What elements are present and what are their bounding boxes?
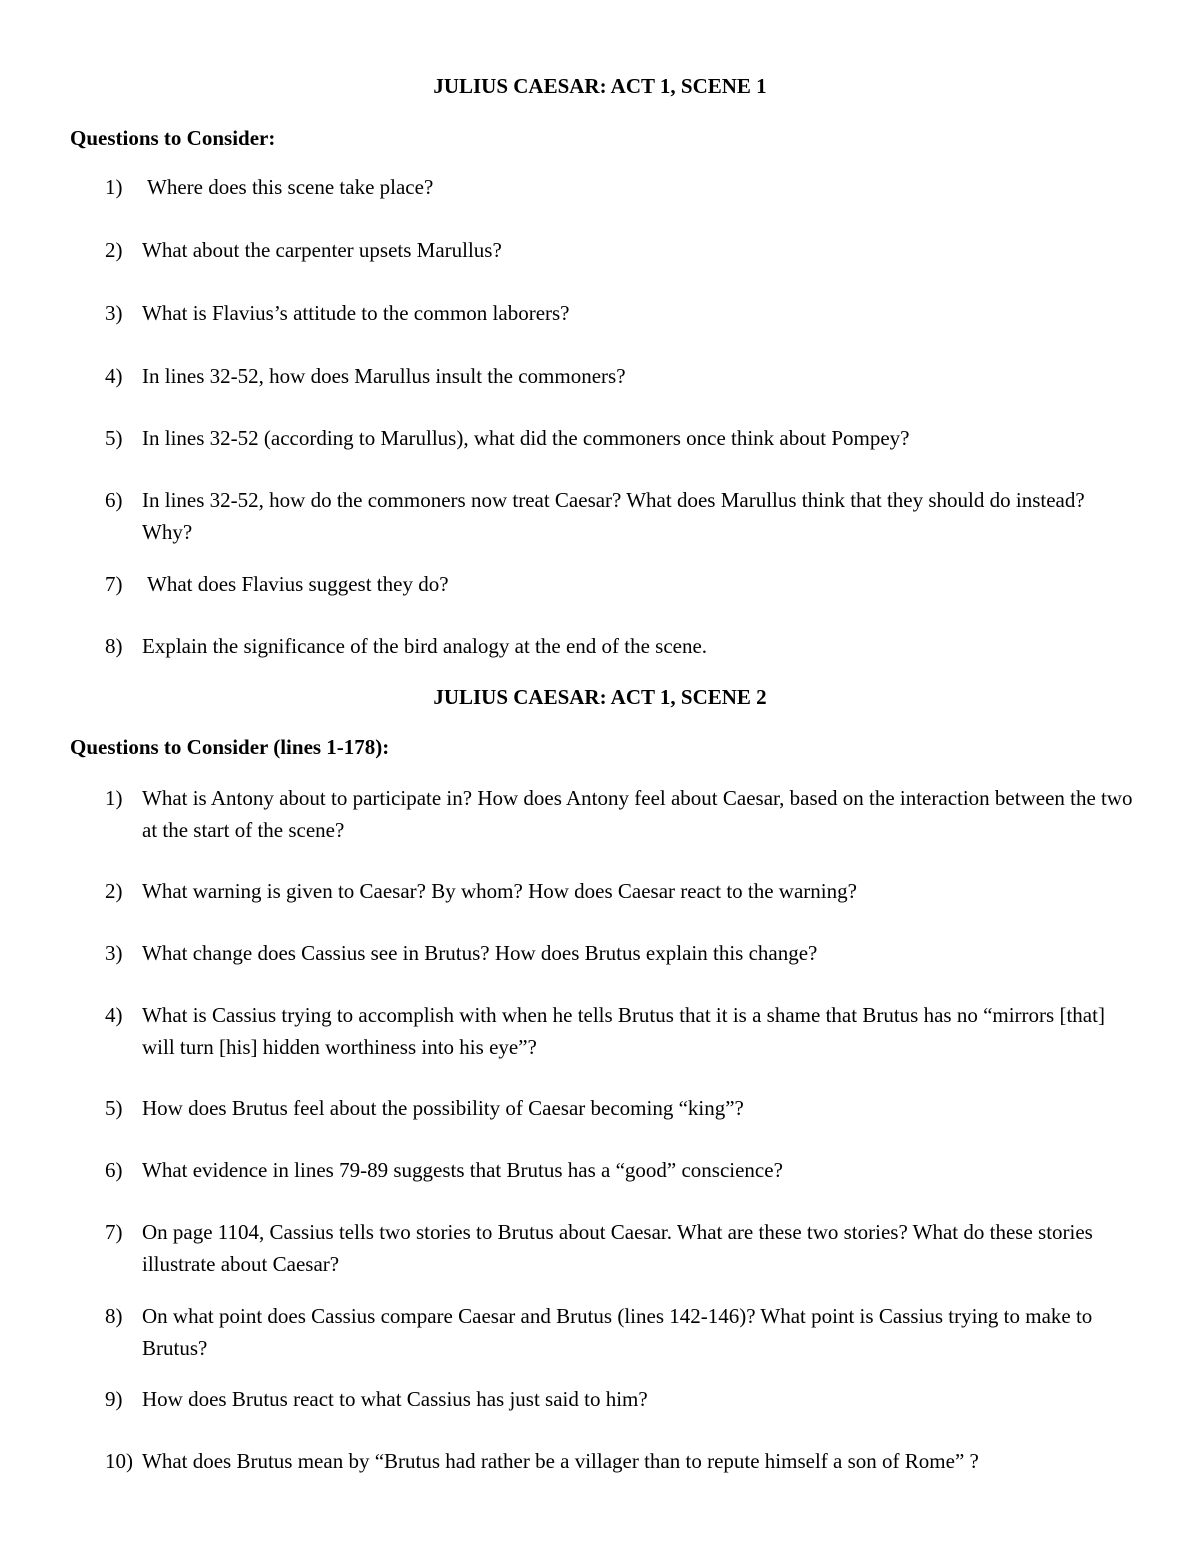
scene1-question-5 [105,422,1135,454]
scene2-title: JULIUS CAESAR: ACT 1, SCENE 2 [433,685,767,709]
scene1-title: JULIUS CAESAR: ACT 1, SCENE 1 [433,74,767,98]
question-text: How does Brutus feel about the possibility of Caesar becoming “king”? [142,1096,744,1120]
question-text: Where does this scene take place? [147,175,434,199]
scene2-question-2 [105,875,1135,907]
scene1-question-4 [105,360,1135,392]
scene2-question-3 [105,937,1135,969]
scene1-question-2 [105,234,1135,266]
question-text: On page 1104, Cassius tells two stories to Brutus about Caesar. What are these two stories? What do these stories illustrate about Caesar? [142,1220,1093,1276]
scene1-question-6 [105,484,1135,548]
question-number: 8) [105,1304,123,1328]
question-number: 2) [105,879,123,903]
question-number: 7) [105,1220,123,1244]
question-text: How does Brutus react to what Cassius has just said to him? [142,1387,648,1411]
question-number: 6) [105,1158,123,1182]
scene2-question-1 [105,782,1135,846]
question-text: On what point does Cassius compare Caesar and Brutus (lines 142-146)? What point is Cassius trying to make to Brutus? [142,1304,1093,1360]
scene2-question-6 [105,1154,1135,1186]
scene2-question-7 [105,1216,1135,1280]
scene2-question-9 [105,1383,1135,1415]
scene2-question-4 [105,999,1135,1063]
scene2-question-5 [105,1092,1135,1124]
question-number: 2) [105,238,123,262]
question-text: In lines 32-52, how does Marullus insult the commoners? [142,364,626,388]
question-number: 8) [105,634,123,658]
scene2-question-8 [105,1300,1135,1364]
question-number: 7) [105,572,123,596]
question-number: 3) [105,301,123,325]
question-text: What is Flavius’s attitude to the common laborers? [142,301,570,325]
question-number: 4) [105,1003,123,1027]
question-number: 5) [105,1096,123,1120]
question-text: What change does Cassius see in Brutus? How does Brutus explain this change? [142,941,818,965]
question-text: In lines 32-52, how do the commoners now treat Caesar? What does Marullus think that they should do instead? Why? [142,488,1085,544]
scene1-heading: Questions to Consider: [70,126,276,150]
question-text: What about the carpenter upsets Marullus? [142,238,502,262]
scene2-heading: Questions to Consider (lines 1-178): [70,735,390,759]
question-text: What is Antony about to participate in? How does Antony feel about Caesar, based on the interaction between the two at the start of the scene? [142,786,1133,842]
question-text: What evidence in lines 79-89 suggests that Brutus has a “good” conscience? [142,1158,783,1182]
question-text: What warning is given to Caesar? By whom? How does Caesar react to the warning? [142,879,857,903]
question-text: What does Flavius suggest they do? [147,572,449,596]
question-text: Explain the significance of the bird analogy at the end of the scene. [142,634,708,658]
question-number: 5) [105,426,123,450]
scene1-question-7 [105,568,1135,600]
question-number: 6) [105,488,123,512]
scene1-question-1 [105,171,1135,203]
question-number: 10) [105,1449,133,1473]
question-number: 9) [105,1387,123,1411]
scene1-question-3 [105,297,1135,329]
question-text: What does Brutus mean by “Brutus had rather be a villager than to repute himself a son of Rome” ? [142,1449,979,1473]
question-number: 1) [105,175,123,199]
question-text: What is Cassius trying to accomplish with when he tells Brutus that it is a shame that Brutus has no “mirrors [that] will turn [his] hidden worthiness into his eye”? [142,1003,1105,1059]
scene1-question-8 [105,630,1135,662]
question-number: 3) [105,941,123,965]
question-number: 4) [105,364,123,388]
scene2-question-10 [105,1445,1135,1477]
question-number: 1) [105,786,123,810]
question-text: In lines 32-52 (according to Marullus), what did the commoners once think about Pompey? [142,426,910,450]
